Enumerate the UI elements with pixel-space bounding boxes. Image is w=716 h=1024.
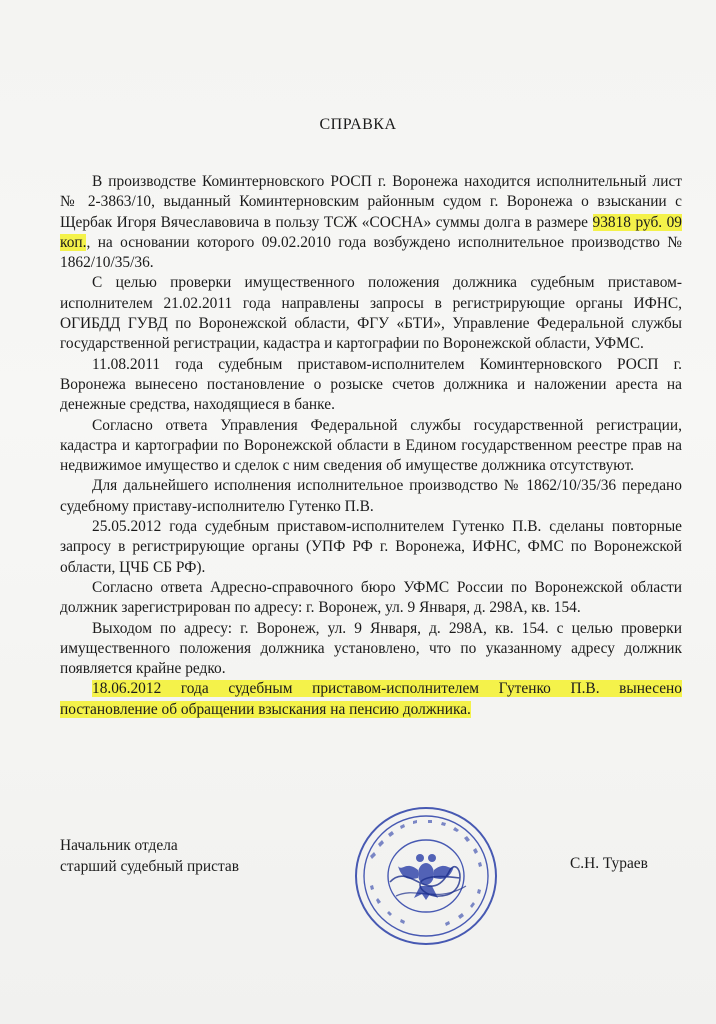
paragraph-2: С целью проверки имущественного положения должника судебным приставом-исполнителем 21.02.2011 года направлены запросы в регистрирующие органы ИФНС, ОГИБДД ГУВД по Воронежской области, ФГУ «БТИ», Управление Федеральной службы государственной регистрации, кадастра и картографии по Воронежской области, УФМС. <box>60 274 682 353</box>
document-body <box>60 172 682 720</box>
paragraph-4: Согласно ответа Управления Федеральной службы государственной регистрации, кадастра и картографии по Воронежской области в Едином государственном реестре прав на недвижимое имущество и сделок с ним сведения об имуществе должника отсутствуют. <box>60 416 682 475</box>
paragraph-1-after: , на основании которого 09.02.2010 года возбуждено исполнительное производство № 1862/10/35/36. <box>60 233 682 272</box>
pension-decision-highlight: 18.06.2012 года судебным приставом-исполнителем Гутенко П.В. вынесено постановление об обращении взыскания на пенсию должника. <box>60 680 682 718</box>
paragraph-3: 11.08.2011 года судебным приставом-исполнителем Коминтерновского РОСП г. Воронежа вынесено постановление о розыске счетов должника и наложении ареста на денежные средства, находящиеся в банке. <box>60 355 682 414</box>
signature-position-line1: Начальник отдела <box>60 837 178 854</box>
paragraph-7: Согласно ответа Адресно-справочного бюро УФМС России по Воронежской области должник зарегистрирован по адресу: г. Воронеж, ул. 9 Января, д. 298А, кв. 154. <box>60 578 682 617</box>
paragraph-5: Для дальнейшего исполнения исполнительное производство № 1862/10/35/36 передано судебному приставу-исполнителю Гутенко П.В. <box>60 477 682 515</box>
document-title: СПРАВКА <box>319 116 397 133</box>
signature-position-line2: старший судебный пристав <box>60 858 239 875</box>
paragraph-1-before: В производстве Коминтерновского РОСП г. Воронежа находится исполнительный лист № 2-3863/10, выданный Коминтерновским районным судом г. Воронежа о взыскании с Щербак Игоря Вячеславовича в пользу ТСЖ «СОСНА» суммы долга в размере <box>60 173 682 231</box>
official-stamp-icon <box>340 800 512 948</box>
signature-position <box>60 835 239 877</box>
paragraph-8: Выходом по адресу: г. Воронеж, ул. 9 Января, д. 298А, кв. 154. с целью проверки имущественного положения должника установлено, что по указанному адресу должник появляется крайне редко. <box>60 619 682 678</box>
debt-amount-highlight: 93818 руб. 09 коп. <box>60 213 682 251</box>
paragraph-9 <box>60 679 682 720</box>
paragraph-1 <box>60 172 682 273</box>
signature-name: С.Н. Тураев <box>570 855 648 872</box>
paragraph-6: 25.05.2012 года судебным приставом-исполнителем Гутенко П.В. сделаны повторные запросу в регистрирующие органы (УПФ РФ г. Воронежа, ИФНС, ФМС по Воронежской области, ЦЧБ СБ РФ). <box>60 518 682 576</box>
